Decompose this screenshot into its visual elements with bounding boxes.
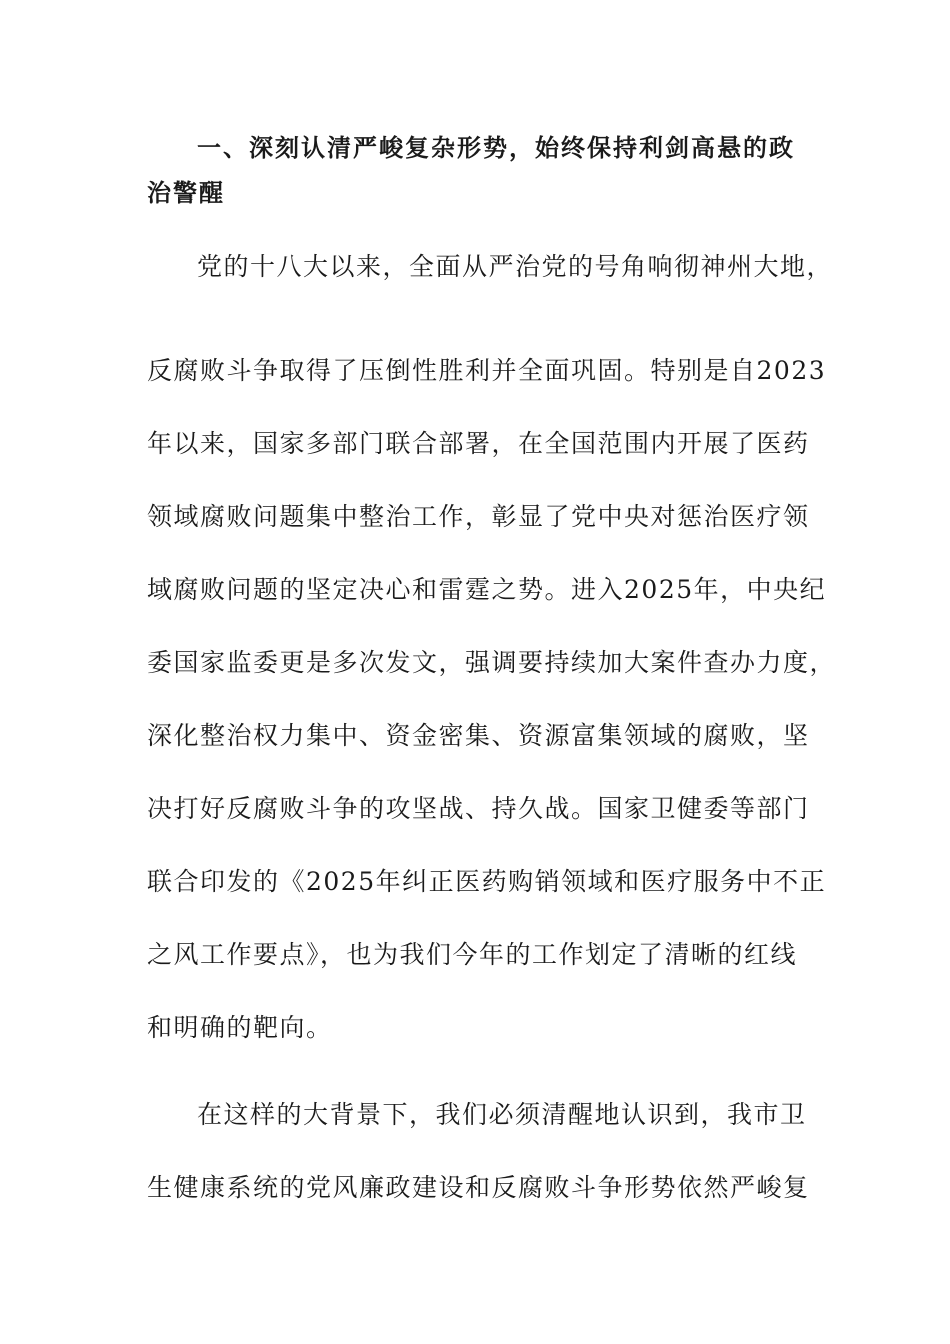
paragraph-line: 之风工作要点》，也为我们今年的工作划定了清晰的红线 <box>147 940 798 969</box>
section-heading-line-2: 治警醒 <box>147 179 225 207</box>
paragraph-line: 在这样的大背景下，我们必须清醒地认识到，我市卫 <box>197 1100 807 1129</box>
paragraph-line: 决打好反腐败斗争的攻坚战、持久战。国家卫健委等部门 <box>147 794 810 823</box>
paragraph-line: 党的十八大以来，全面从严治党的号角响彻神州大地， <box>197 252 834 281</box>
paragraph-line: 年以来，国家多部门联合部署，在全国范围内开展了医药 <box>147 429 810 458</box>
paragraph-line: 域腐败问题的坚定决心和雷霆之势。进入2025年，中央纪 <box>147 575 827 604</box>
paragraph-line: 委国家监委更是多次发文，强调要持续加大案件查办力度， <box>147 648 837 677</box>
paragraph-line: 反腐败斗争取得了压倒性胜利并全面巩固。特别是自2023 <box>147 356 827 385</box>
section-heading-line-1: 一、深刻认清严峻复杂形势，始终保持利剑高悬的政 <box>197 134 795 162</box>
paragraph-line: 领域腐败问题集中整治工作，彰显了党中央对惩治医疗领 <box>147 502 810 531</box>
paragraph-line: 联合印发的《2025年纠正医药购销领域和医疗服务中不正 <box>147 867 827 896</box>
paragraph-line: 和明确的靶向。 <box>147 1013 333 1042</box>
paragraph-line: 深化整治权力集中、资金密集、资源富集领域的腐败，坚 <box>147 721 810 750</box>
paragraph-line: 生健康系统的党风廉政建设和反腐败斗争形势依然严峻复 <box>147 1173 810 1202</box>
